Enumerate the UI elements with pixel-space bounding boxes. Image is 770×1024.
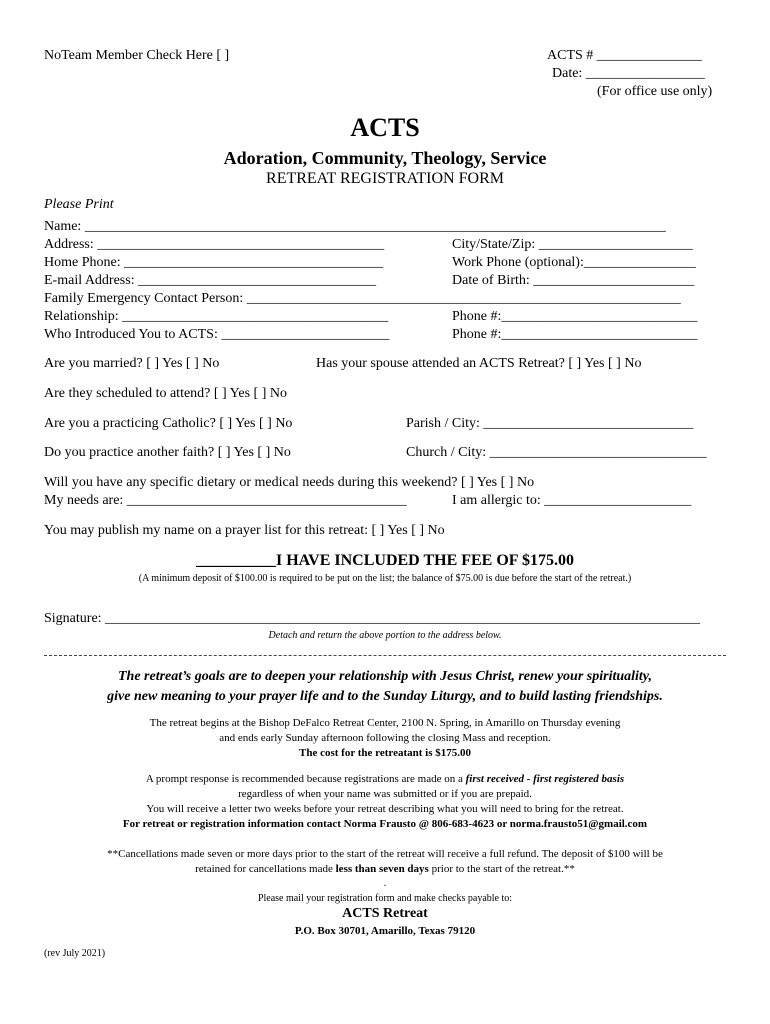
letter-note: You will receive a letter two weeks before your retreat describing what you will need to bring for the retreat. (146, 803, 624, 815)
allergic-field[interactable]: I am allergic to: _____________________ (452, 493, 692, 508)
name-field[interactable]: Name: ___________________________________________________________________________________ (44, 219, 666, 234)
revision-note: (rev July 2021) (44, 948, 106, 959)
prayer-list-question[interactable]: You may publish my name on a prayer list for this retreat: [ ] Yes [ ] No (44, 523, 445, 538)
separator-dot: . (383, 878, 387, 889)
cancellation-line-1: **Cancellations made seven or more days prior to the start of the retreat will receive a full refund. The deposit of $100 will be (107, 848, 663, 860)
emergency-contact-field[interactable]: Family Emergency Contact Person: ______________________________________________________________ (44, 291, 681, 306)
prompt-response-text: A prompt response is recommended because registrations are made on a (145, 773, 466, 785)
work-phone-field[interactable]: Work Phone (optional):________________ (452, 255, 696, 270)
payee-name: ACTS Retreat (342, 906, 428, 921)
date-of-birth-field[interactable]: Date of Birth: _______________________ (452, 273, 695, 288)
signature-field[interactable]: Signature: _____________________________________________________________________________________ (44, 611, 701, 626)
address-field[interactable]: Address: _________________________________________ (44, 237, 385, 252)
other-faith-question[interactable]: Do you practice another faith? [ ] Yes [ ] No (44, 445, 291, 460)
email-field[interactable]: E-mail Address: __________________________________ (44, 273, 377, 288)
prompt-response-emphasis: first received - first registered basis (465, 773, 625, 785)
spouse-attended-question[interactable]: Has your spouse attended an ACTS Retreat? [ ] Yes [ ] No (316, 356, 642, 371)
page-subtitle: Adoration, Community, Theology, Service (223, 148, 547, 168)
needs-field[interactable]: My needs are: ________________________________________ (44, 493, 407, 508)
fee-note: (A minimum deposit of $100.00 is required to be put on the list; the balance of $75.00 is due before the start of the retreat.) (138, 573, 632, 584)
city-state-zip-field[interactable]: City/State/Zip: ______________________ (452, 237, 693, 252)
cancellation-line-2 (0, 863, 770, 876)
acts-number-field: ACTS # _______________ (547, 48, 702, 63)
contact-info: For retreat or registration information contact Norma Frausto @ 806-683-4623 or norma.frausto51@gmail.com (122, 818, 648, 830)
please-print: Please Print (44, 197, 114, 212)
cancellation-emphasis: less than seven days (335, 863, 429, 875)
catholic-question[interactable]: Are you a practicing Catholic? [ ] Yes [ ] No (44, 416, 293, 431)
relationship-field[interactable]: Relationship: ______________________________________ (44, 309, 389, 324)
mail-instructions: Please mail your registration form and make checks payable to: (257, 893, 513, 904)
cancellation-text-post: prior to the start of the retreat.** (428, 863, 575, 875)
dietary-question[interactable]: Will you have any specific dietary or medical needs during this weekend? [ ] Yes [ ] No (44, 475, 535, 490)
home-phone-field[interactable]: Home Phone: _____________________________________ (44, 255, 384, 270)
introduced-by-field[interactable]: Who Introduced You to ACTS: ________________________ (44, 327, 390, 342)
parish-city-field[interactable]: Parish / City: ______________________________ (406, 416, 694, 431)
detach-line (44, 655, 726, 656)
retreat-begins-line-2: and ends early Sunday afternoon following the closing Mass and reception. (219, 732, 551, 744)
goals-line-2: give new meaning to your prayer life and to the Sunday Liturgy, and to build lasting friendships. (107, 689, 663, 704)
noteam-check: NoTeam Member Check Here [ ] (44, 48, 230, 63)
retreat-cost: The cost for the retreatant is $175.00 (299, 747, 471, 759)
scheduled-question[interactable]: Are they scheduled to attend? [ ] Yes [ ] No (44, 386, 287, 401)
retreat-begins-line-1: The retreat begins at the Bishop DeFalco Retreat Center, 2100 N. Spring, in Amarillo on Thursday evening (149, 717, 621, 729)
fee-heading[interactable]: __________I HAVE INCLUDED THE FEE OF $175.00 (196, 552, 574, 569)
introducer-phone-field[interactable]: Phone #:____________________________ (452, 327, 698, 342)
goals-line-1: The retreat’s goals are to deepen your relationship with Jesus Christ, renew your spirituality, (118, 669, 652, 684)
form-name: RETREAT REGISTRATION FORM (266, 170, 504, 187)
married-question[interactable]: Are you married? [ ] Yes [ ] No (44, 356, 220, 371)
church-city-field[interactable]: Church / City: _______________________________ (406, 445, 707, 460)
prompt-response-line-1 (0, 773, 770, 786)
cancellation-text-pre: retained for cancellations made (195, 863, 336, 875)
office-use-note: (For office use only) (597, 84, 713, 99)
mailing-address: P.O. Box 30701, Amarillo, Texas 79120 (294, 925, 476, 937)
prompt-response-line-2: regardless of when your name was submitted or if you are prepaid. (238, 788, 532, 800)
relationship-phone-field[interactable]: Phone #:____________________________ (452, 309, 698, 324)
page-title: ACTS (350, 113, 420, 142)
detach-note: Detach and return the above portion to the address below. (268, 630, 502, 641)
date-field: Date: _________________ (552, 66, 705, 81)
